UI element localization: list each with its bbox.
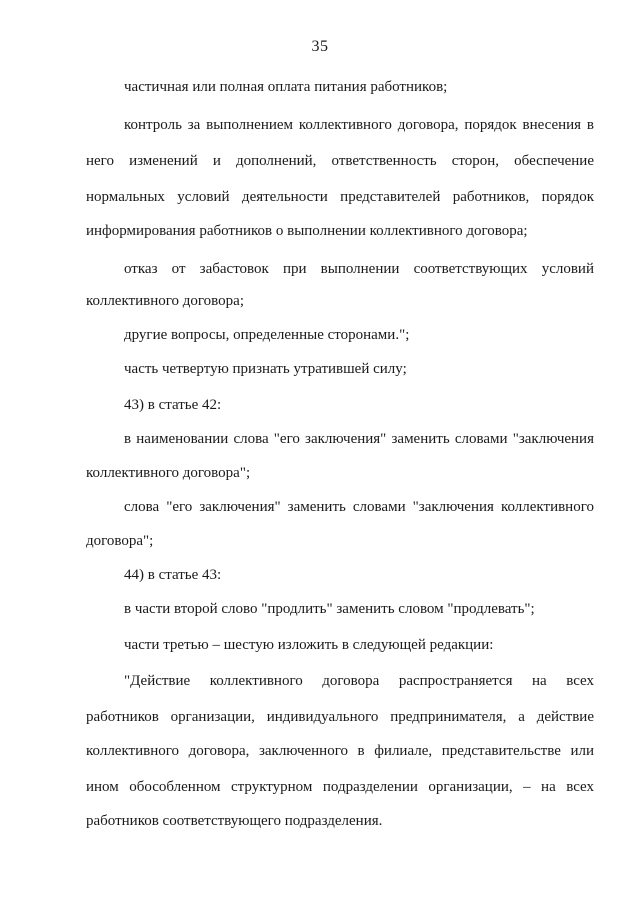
text-line: ином обособленном структурном подразделении организации, – на всех xyxy=(86,779,594,795)
text-line: частичная или полная оплата питания работников; xyxy=(124,79,448,95)
text-line: работников соответствующего подразделения. xyxy=(86,813,383,829)
text-line: в части второй слово "продлить" заменить словом "продлевать"; xyxy=(124,601,535,617)
text-line: слова "его заключения" заменить словами "заключения коллективного xyxy=(124,499,594,515)
text-line: коллективного договора; xyxy=(86,293,244,309)
text-line: него изменений и дополнений, ответственность сторон, обеспечение xyxy=(86,153,594,169)
text-line: в наименовании слова "его заключения" заменить словами "заключения xyxy=(124,431,594,447)
text-line: информирования работников о выполнении коллективного договора; xyxy=(86,223,528,239)
text-line: нормальных условий деятельности представителей работников, порядок xyxy=(86,189,594,205)
text-line: часть четвертую признать утратившей силу; xyxy=(124,361,407,377)
text-line: отказ от забастовок при выполнении соответствующих условий xyxy=(124,261,594,277)
text-line: 43) в статье 42: xyxy=(124,397,222,413)
text-line: части третью – шестую изложить в следующей редакции: xyxy=(124,637,494,653)
text-line: работников организации, индивидуального предпринимателя, а действие xyxy=(86,709,594,725)
text-line: коллективного договора"; xyxy=(86,465,251,481)
text-line: коллективного договора, заключенного в филиале, представительстве или xyxy=(86,743,594,759)
text-line: другие вопросы, определенные сторонами."; xyxy=(124,327,410,343)
text-line: контроль за выполнением коллективного договора, порядок внесения в xyxy=(124,117,594,133)
page-number: 35 xyxy=(311,38,329,55)
text-line: "Действие коллективного договора распространяется на всех xyxy=(124,673,594,689)
text-line: договора"; xyxy=(86,533,154,549)
text-line: 44) в статье 43: xyxy=(124,567,222,583)
